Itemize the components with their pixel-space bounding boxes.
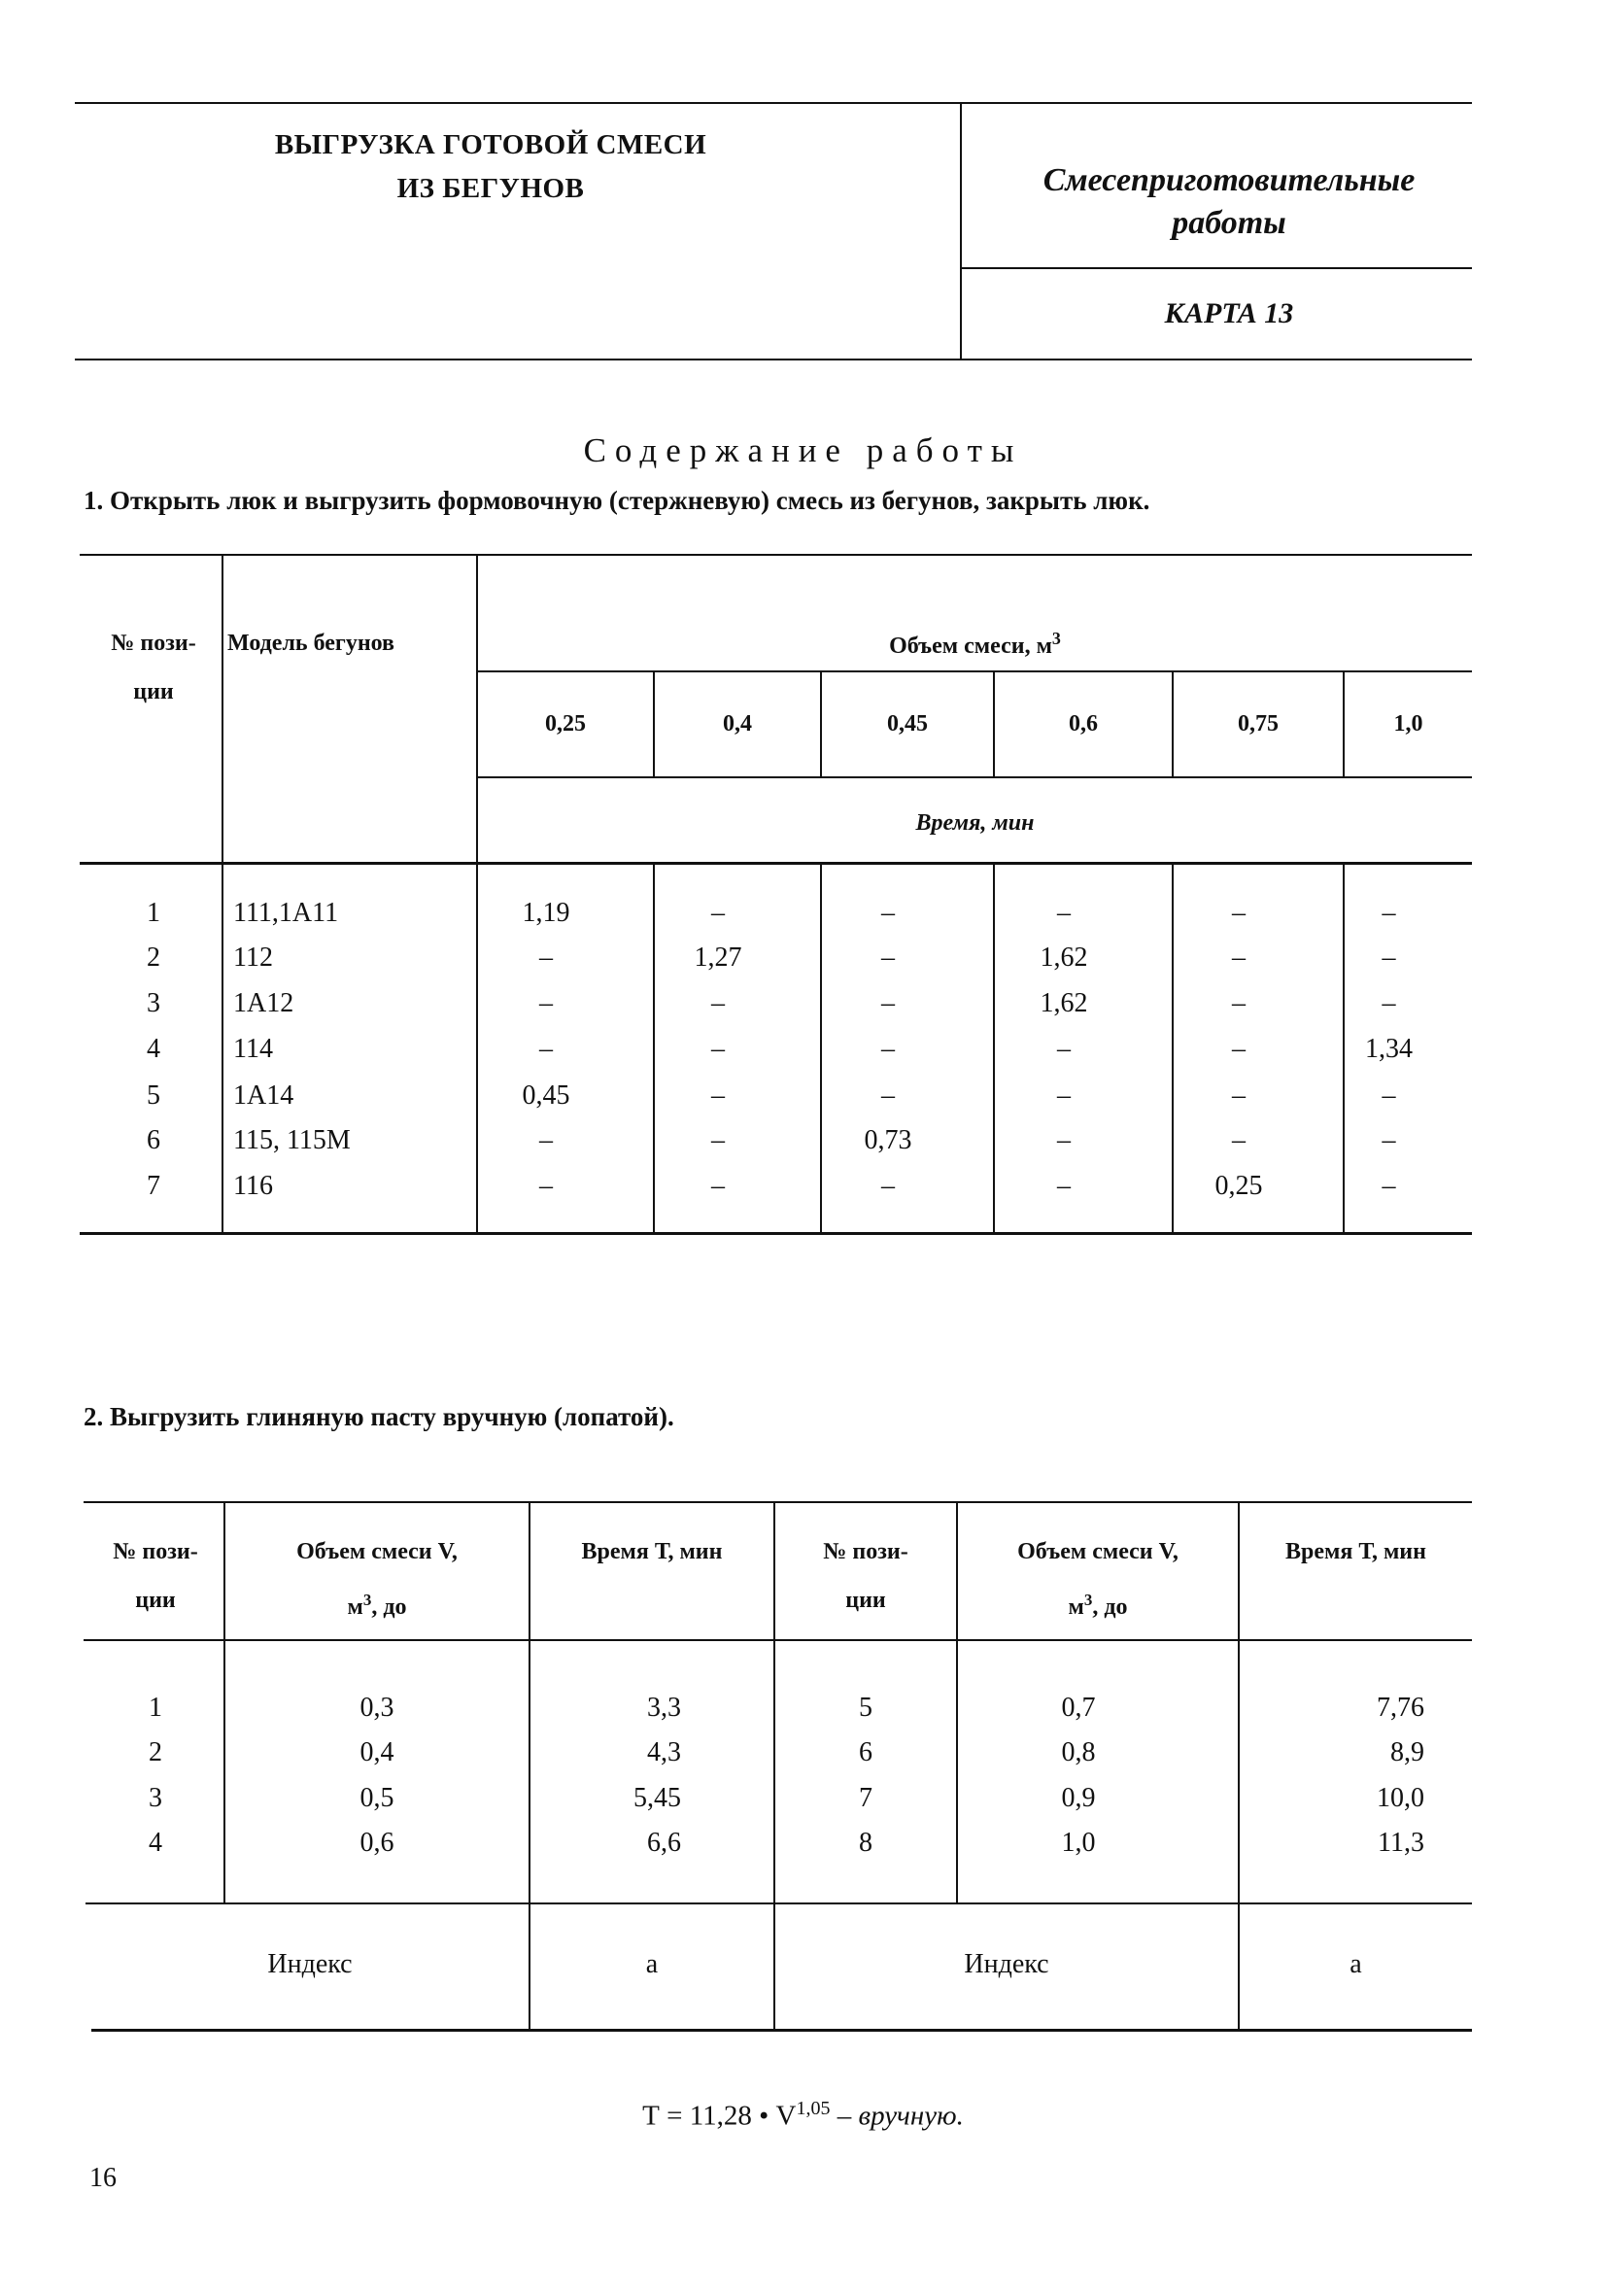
card-number: КАРТА 13	[1164, 297, 1294, 329]
cell-model: 1А14	[233, 1080, 294, 1111]
cell-time: –	[1232, 1034, 1246, 1064]
cell-time: 3,3	[647, 1693, 681, 1723]
content-heading: Содержание работы	[583, 431, 1023, 469]
cell-time: –	[539, 1125, 553, 1155]
cell-time: 4,3	[647, 1737, 681, 1767]
volume-header-cell: 0,6	[1069, 711, 1098, 737]
cell-volume: 0,3	[359, 1693, 394, 1723]
cell-position: 6	[147, 1125, 160, 1155]
cell-model: 114	[233, 1034, 273, 1064]
col-header-volume-2: Объем смеси V, $м^3$, до	[1017, 1539, 1179, 1620]
document-title: ВЫГРУЗКА ГОТОВОЙ СМЕСИ ИЗ БЕГУНОВ	[274, 129, 707, 204]
index-value-2: а	[1350, 1949, 1362, 1979]
cell-time: –	[1232, 988, 1246, 1018]
col-header-volume: Объем смеси V, $м^3$, до	[296, 1539, 458, 1620]
cell-time: 1,62	[1040, 942, 1088, 973]
cell-position: 3	[149, 1783, 162, 1813]
cell-time: –	[1057, 898, 1071, 928]
cell-time: 1,27	[694, 942, 742, 973]
volume-header-cell: 0,45	[887, 711, 928, 737]
cell-volume: 0,7	[1061, 1693, 1096, 1723]
cell-time: –	[1382, 1080, 1396, 1111]
cell-time: –	[711, 1171, 725, 1201]
cell-time: 0,45	[522, 1080, 570, 1111]
volume-header-cell: 0,4	[723, 711, 752, 737]
cell-time: –	[539, 1171, 553, 1201]
cell-position: 7	[859, 1783, 872, 1813]
cell-model: 116	[233, 1171, 273, 1201]
step-2-text: 2. Выгрузить глиняную пасту вручную (лопатой).	[84, 1402, 674, 1431]
col-header-volume: Объем смеси, $м^3$	[889, 629, 1061, 659]
cell-time: 1,19	[522, 898, 570, 928]
cell-time: 6,6	[647, 1828, 681, 1858]
cell-volume: 0,8	[1061, 1737, 1096, 1767]
col-header-position-2: № пози- ции	[823, 1539, 908, 1613]
time-label: Время, мин	[915, 810, 1035, 836]
step-1-text: 1. Открыть люк и выгрузить формовочную (стержневую) смесь из бегунов, закрыть люк.	[84, 486, 1150, 515]
volume-header-cell: 0,25	[545, 711, 586, 737]
col-header-position: № пози- ции	[111, 631, 196, 704]
cell-time: –	[881, 942, 895, 973]
cell-volume: 0,5	[359, 1783, 394, 1813]
cell-volume: 0,6	[359, 1828, 394, 1858]
cell-time: –	[711, 1080, 725, 1111]
cell-volume: 0,4	[359, 1737, 394, 1767]
volume-header-cell: 0,75	[1238, 711, 1279, 737]
cell-position: 2	[147, 942, 160, 973]
cell-time: 1,34	[1365, 1034, 1413, 1064]
cell-time: –	[1232, 1125, 1246, 1155]
cell-time: –	[711, 1034, 725, 1064]
col-header-model: Модель бегунов	[227, 631, 395, 656]
volume-header-cell: 1,0	[1393, 711, 1423, 737]
cell-position: 6	[859, 1737, 872, 1767]
cell-time: –	[539, 988, 553, 1018]
cell-time: 1,62	[1040, 988, 1088, 1018]
cell-model: 1А12	[233, 988, 294, 1018]
cell-time: 5,45	[633, 1783, 681, 1813]
cell-time: 8,9	[1390, 1737, 1424, 1767]
cell-time: –	[881, 1080, 895, 1111]
col-header-time-2: Время Т, мин	[1285, 1539, 1426, 1564]
index-value: а	[645, 1949, 659, 1979]
cell-model: 112	[233, 942, 273, 973]
cell-time: 11,3	[1378, 1828, 1424, 1858]
cell-time: –	[1382, 942, 1396, 973]
cell-time: –	[1057, 1080, 1071, 1111]
section-name: Смесеприготовительные работы	[1042, 162, 1416, 241]
cell-time: –	[1232, 1080, 1246, 1111]
cell-time: 0,73	[864, 1125, 912, 1155]
cell-volume: 0,9	[1061, 1783, 1096, 1813]
page-number: 16	[89, 2163, 117, 2193]
index-label: Индекс	[267, 1949, 353, 1979]
cell-position: 1	[147, 898, 160, 928]
cell-time: –	[1382, 1171, 1396, 1201]
cell-time: –	[711, 1125, 725, 1155]
col-header-position: № пози- ции	[113, 1539, 198, 1613]
cell-model: 111,1А11	[233, 898, 339, 928]
cell-time: –	[1057, 1125, 1071, 1155]
cell-time: 0,25	[1214, 1171, 1263, 1201]
cell-position: 4	[149, 1828, 162, 1858]
cell-time: –	[881, 898, 895, 928]
cell-time: –	[1232, 898, 1246, 928]
cell-time: –	[881, 1034, 895, 1064]
cell-time: –	[539, 942, 553, 973]
cell-time: 10,0	[1377, 1783, 1424, 1813]
cell-volume: 1,0	[1061, 1828, 1096, 1858]
cell-position: 1	[149, 1693, 162, 1723]
cell-time: –	[1382, 1125, 1396, 1155]
cell-time: 7,76	[1377, 1693, 1424, 1723]
col-header-time: Время Т, мин	[581, 1539, 723, 1564]
cell-position: 7	[147, 1171, 160, 1201]
cell-position: 4	[147, 1034, 160, 1064]
cell-time: –	[1057, 1171, 1071, 1201]
cell-model: 115, 115М	[233, 1125, 351, 1155]
cell-time: –	[881, 1171, 895, 1201]
cell-time: –	[1382, 988, 1396, 1018]
cell-time: –	[711, 898, 725, 928]
cell-position: 3	[147, 988, 160, 1018]
index-label-2: Индекс	[964, 1949, 1049, 1979]
cell-time: –	[711, 988, 725, 1018]
cell-position: 5	[147, 1080, 160, 1111]
formula: Т = 11,28 • V$^{1,05}$ – вручную.	[642, 2098, 964, 2132]
cell-time: –	[881, 988, 895, 1018]
cell-position: 2	[149, 1737, 162, 1767]
cell-time: –	[1382, 898, 1396, 928]
cell-time: –	[1057, 1034, 1071, 1064]
cell-position: 8	[859, 1828, 872, 1858]
cell-position: 5	[859, 1693, 872, 1723]
cell-time: –	[539, 1034, 553, 1064]
cell-time: –	[1232, 942, 1246, 973]
